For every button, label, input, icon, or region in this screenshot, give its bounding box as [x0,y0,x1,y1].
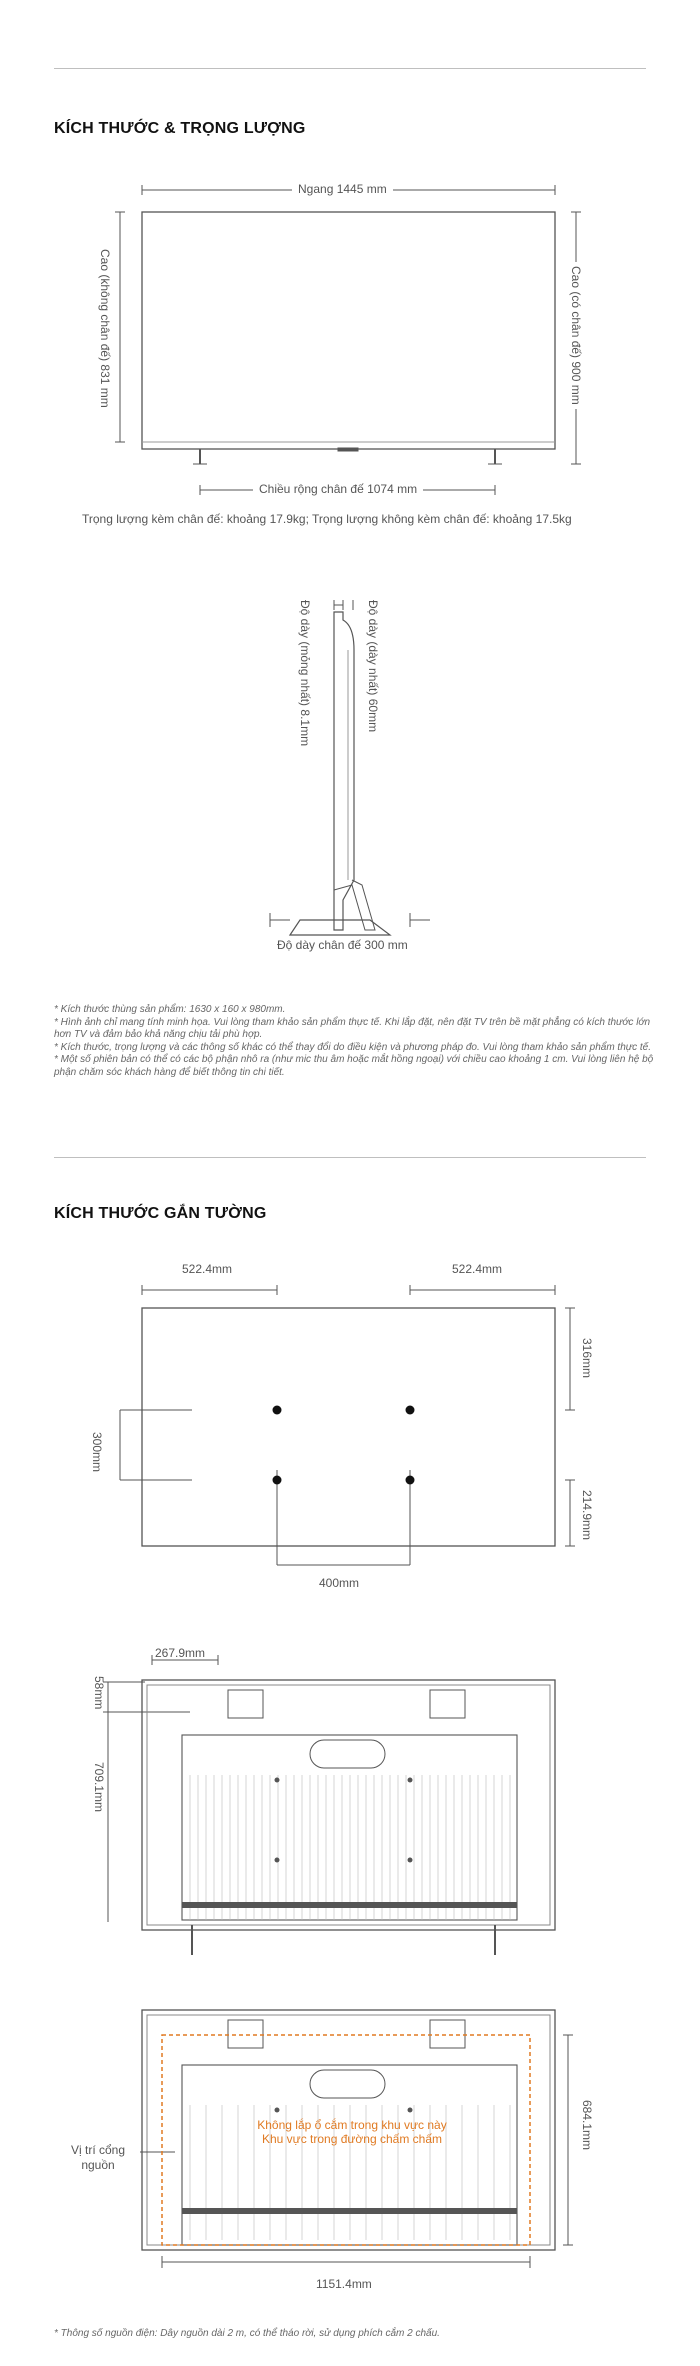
stand-depth-label: Độ dày chân đế 300 mm [277,938,408,952]
bracket-offset-label: 267.9mm [155,1646,206,1660]
stand-width-label: Chiều rộng chân đế 1074 mm [253,482,423,496]
tv-side-diagram [0,580,700,980]
divider-top [54,68,646,69]
section-title-size-weight: KÍCH THƯỚC & TRỌNG LƯỢNG [54,120,306,137]
vesa-vertical-label: 300mm [90,1432,104,1473]
weight-text: Trọng lượng kèm chân đế: khoảng 17.9kg; Trọng lượng không kèm chân đế: khoảng 17.5kg [82,512,572,526]
height-no-stand-label: Cao (không chân đế) 831 mm [98,245,112,412]
section-title-wall-mount: KÍCH THƯỚC GẮN TƯỜNG [54,1205,267,1222]
right-offset-label: 522.4mm [452,1262,503,1276]
no-socket-line2: Khu vực trong đường chấm chấm [261,2132,443,2146]
power-port-label: Vị trí cổng nguồn [70,2143,126,2172]
note-4: * Một số phiên bản có thể có các bộ phận nhô ra (như mic thu âm hoặc mắt hồng ngoại) với chiều cao khoảng 1 cm. Vui lòng liên hệ bộ phận chăm sóc khách hàng để biết thông tin chi tiết. [54,1054,654,1078]
note-3: * Kích thước, trọng lượng và các thông số khác có thể thay đổi do điều kiện và phương pháp đo. Vui lòng tham khảo sản phẩm thực tế. [54,1041,651,1053]
note-2: * Hình ảnh chỉ mang tính minh họa. Vui lòng tham khảo sản phẩm thực tế. Khi lắp đặt, nên đặt TV trên bề mặt phẳng có kích thước lớn hơn TV và đảm bảo khả năng chịu tải phù hợp. [54,1016,651,1040]
power-note: * Thông số nguồn điện: Dây nguồn dài 2 m, có thể tháo rời, sử dụng phích cắm 2 chấu. [54,2328,440,2339]
note-1: * Kích thước thùng sản phẩm: 1630 x 160 x 980mm. [54,1004,286,1015]
notes-block [54,1004,654,1079]
vesa-diagram [0,1260,700,1590]
no-socket-note [222,2118,482,2146]
left-offset-label: 522.4mm [182,1262,233,1276]
zone-width-label: 1151.4mm [316,2277,372,2291]
thick-label: Độ dày (dày nhất) 60mm [366,600,380,733]
divider-middle [54,1157,646,1158]
width-label: Ngang 1445 mm [292,182,393,196]
bottom-offset-label: 214.9mm [580,1490,594,1541]
height-with-stand-label: Cao (có chân đế) 900 mm [569,262,583,409]
thin-label: Độ dày (mỏng nhất) 8.1mm [298,600,312,747]
no-socket-line1: Không lắp ổ cắm trong khu vực này [257,2118,447,2132]
bracket-top-label: 58mm [92,1676,106,1710]
bracket-height-label: 709.1mm [92,1762,106,1813]
vesa-horizontal-label: 400mm [319,1576,360,1590]
zone-height-label: 684.1mm [580,2100,594,2151]
top-offset-label: 316mm [580,1338,594,1379]
